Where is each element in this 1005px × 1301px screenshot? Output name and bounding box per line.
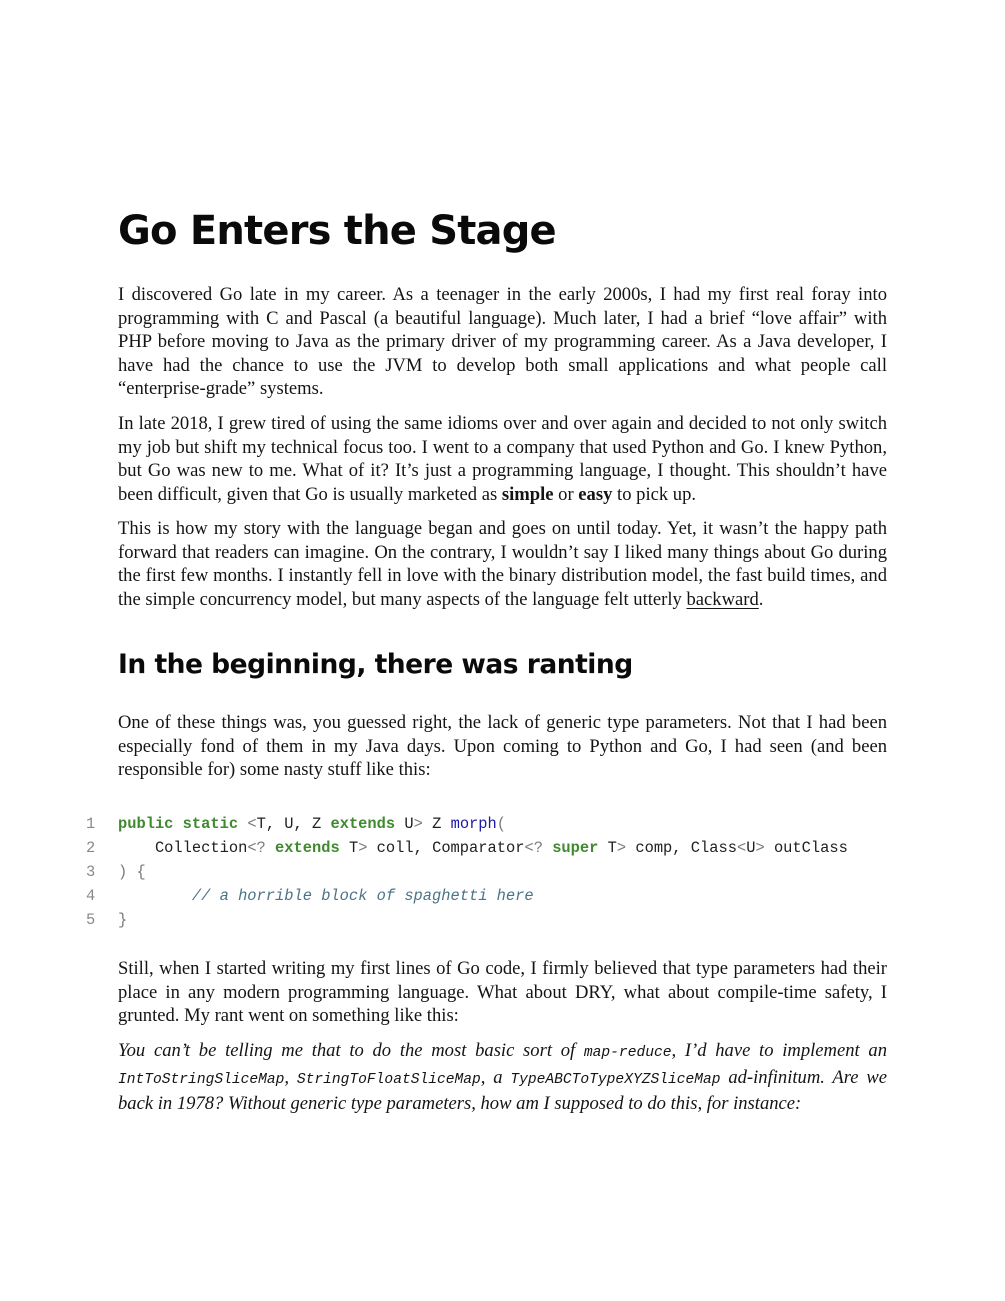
line-number: 2: [86, 839, 96, 857]
code-token: T, U, Z: [256, 815, 331, 833]
bold-simple: simple: [501, 483, 554, 505]
code-token: [127, 863, 136, 881]
code-token: U: [395, 815, 414, 833]
code-token: >: [358, 839, 368, 857]
code-text: [118, 836, 848, 860]
code-token: outClass: [764, 839, 848, 857]
code-token: U: [746, 839, 756, 857]
code-line: [86, 908, 886, 932]
line-number: 3: [86, 863, 96, 881]
code-token: ): [118, 863, 128, 881]
code-token: }: [118, 911, 128, 929]
code-token: >: [616, 839, 627, 857]
code-token: <: [247, 815, 257, 833]
page-title: Go Enters the Stage: [118, 208, 556, 254]
code-token: (: [496, 815, 507, 833]
paragraph-generics: One of these things was, you guessed right, the lack of generic type parameters. Not that I had been especially fond of them in my Java days. Upon coming to Python and Go, I had seen (and been responsible for) some nasty stuff like this:: [118, 712, 887, 781]
code-text: [118, 884, 534, 908]
code-token: <?: [247, 839, 266, 857]
text: or: [553, 483, 579, 505]
paragraph-intro: I discovered Go late in my career. As a teenager in the early 2000s, I had my first real foray into programming with C and Pascal (a beautiful language). Much later, I had a brief “love affair” with PHP before moving to Java as the primary driver of my programming career. As a Java developer, I have had the chance to use the JVM to develop both small applications and what people call “enterprise-grade” systems.: [118, 284, 887, 400]
backward-link[interactable]: backward: [686, 588, 759, 610]
code-token: public static: [118, 815, 239, 833]
inline-code: TypeABCToTypeXYZSliceMap: [510, 1071, 721, 1088]
code-text: [118, 860, 146, 884]
line-number: 5: [86, 911, 96, 929]
bold-easy: easy: [578, 483, 613, 505]
text: , a: [480, 1066, 511, 1088]
code-text: [118, 812, 506, 836]
code-token: T: [339, 839, 359, 857]
paragraph-late-2018: [118, 412, 887, 506]
text: This is how my story with the language began and goes on until today. Yet, it wasn’t the happy path forward that readers can imagine. On the contrary, I wouldn’t say I liked many things about Go during the first few months. I instantly fell in love with the binary distribution model, the fast build times, and the simple concurrency model, but many aspects of the language felt utterly: [118, 518, 887, 610]
code-token: Z: [422, 815, 451, 833]
code-token: <: [736, 839, 747, 857]
code-line: [86, 860, 886, 884]
code-token: [543, 839, 552, 857]
code-token: [118, 887, 192, 905]
code-token: >: [755, 839, 765, 857]
code-token: super: [552, 839, 599, 857]
code-token: morph: [450, 815, 497, 833]
code-text: [118, 908, 127, 932]
code-token: Collection: [118, 839, 248, 857]
line-number: 4: [86, 887, 96, 905]
inline-code: IntToStringSliceMap: [118, 1071, 285, 1088]
section-heading: In the beginning, there was ranting: [118, 649, 633, 680]
code-line: [86, 836, 886, 860]
text: ,: [284, 1066, 297, 1088]
text: You can’t be telling me that to do the most basic sort of: [118, 1040, 584, 1061]
text: .: [758, 588, 764, 610]
code-token: coll, Comparator: [367, 839, 525, 857]
code-line: [86, 884, 886, 908]
paragraph-still: Still, when I started writing my first lines of Go code, I firmly believed that type parameters had their place in any modern programming language. What about DRY, what about compile-time safety, I grunted. My rant went on something like this:: [118, 958, 887, 1027]
text: , I’d have to implement an: [671, 1040, 888, 1061]
inline-code: map-reduce: [583, 1045, 672, 1061]
line-number: 1: [86, 815, 96, 833]
code-block: [86, 812, 886, 932]
code-token: [238, 815, 247, 833]
quote-rant: [118, 1039, 887, 1116]
code-token: <?: [524, 839, 543, 857]
code-token: {: [136, 863, 146, 881]
text: ad-infinitum. Are we back in 1978? Without generic type parameters, how am I supposed to do this, for instance:: [118, 1066, 887, 1115]
code-line: [86, 812, 886, 836]
code-token: extends: [275, 839, 340, 857]
code-token: // a horrible block of spaghetti here: [191, 887, 534, 905]
inline-code: StringToFloatSliceMap: [296, 1071, 481, 1088]
code-token: T: [598, 839, 617, 857]
code-token: extends: [330, 815, 396, 833]
paragraph-story: [118, 517, 887, 611]
text: to pick up.: [612, 483, 697, 505]
code-token: >: [413, 815, 423, 833]
text: In late 2018, I grew tired of using the same idioms over and over again and decided to not only switch my job but shift my technical focus too. I went to a company that used Python and Go. I knew Python, but Go was new to me. What of it? It’s just a programming language, I thought. This shouldn’t have been difficult, given that Go is usually marketed as: [118, 413, 887, 505]
code-token: comp, Class: [626, 839, 737, 857]
code-token: [266, 839, 275, 857]
